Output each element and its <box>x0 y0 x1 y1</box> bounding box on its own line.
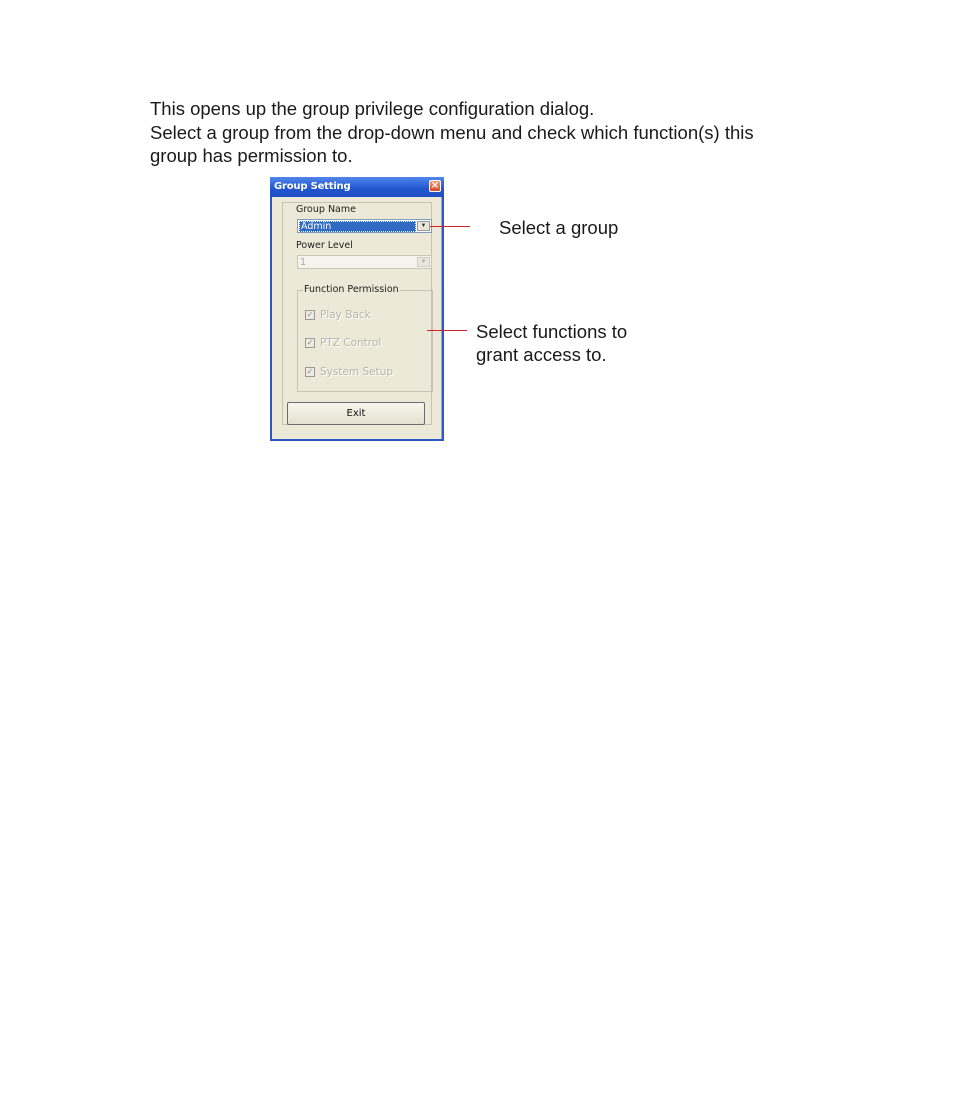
checkbox-checked-icon[interactable]: ✓ <box>306 338 314 347</box>
dialog-titlebar[interactable] <box>270 177 444 197</box>
intro-line-3: group has permission to. <box>150 145 353 166</box>
exit-button[interactable]: Exit <box>287 402 425 425</box>
permission-label: PTZ Control <box>320 337 382 349</box>
annotation-select-functions-line-2: grant access to. <box>476 344 607 365</box>
group-setting-dialog <box>270 177 444 441</box>
close-icon[interactable]: × <box>430 180 440 191</box>
annotation-select-functions <box>476 320 627 366</box>
permission-label: System Setup <box>320 366 394 378</box>
intro-line-1: This opens up the group privilege configuration dialog. <box>150 98 595 119</box>
function-permission-legend: Function Permission <box>304 284 399 295</box>
leader-line-group <box>430 226 470 227</box>
dialog-title: Group Setting <box>274 181 351 192</box>
annotation-select-group: Select a group <box>499 217 619 238</box>
annotation-select-functions-line-1: Select functions to <box>476 321 628 342</box>
settings-panel <box>282 202 432 425</box>
leader-line-functions <box>427 330 467 331</box>
group-name-value: Admin <box>299 221 416 232</box>
checkbox-checked-icon[interactable]: ✓ <box>306 310 314 319</box>
power-level-label: Power Level <box>296 240 353 251</box>
power-level-value: 1 <box>300 257 307 268</box>
checkbox-checked-icon[interactable]: ✓ <box>306 367 314 376</box>
chevron-down-icon[interactable]: ▼ <box>417 221 430 231</box>
permission-label: Play Back <box>320 309 371 321</box>
group-name-label: Group Name <box>296 204 356 215</box>
chevron-down-icon[interactable]: ▼ <box>417 257 430 267</box>
intro-line-2: Select a group from the drop-down menu and check which function(s) this <box>150 121 754 143</box>
intro-text <box>150 97 870 168</box>
function-permission-group <box>297 284 433 392</box>
power-level-dropdown[interactable] <box>297 255 432 269</box>
group-name-dropdown[interactable] <box>297 219 432 233</box>
